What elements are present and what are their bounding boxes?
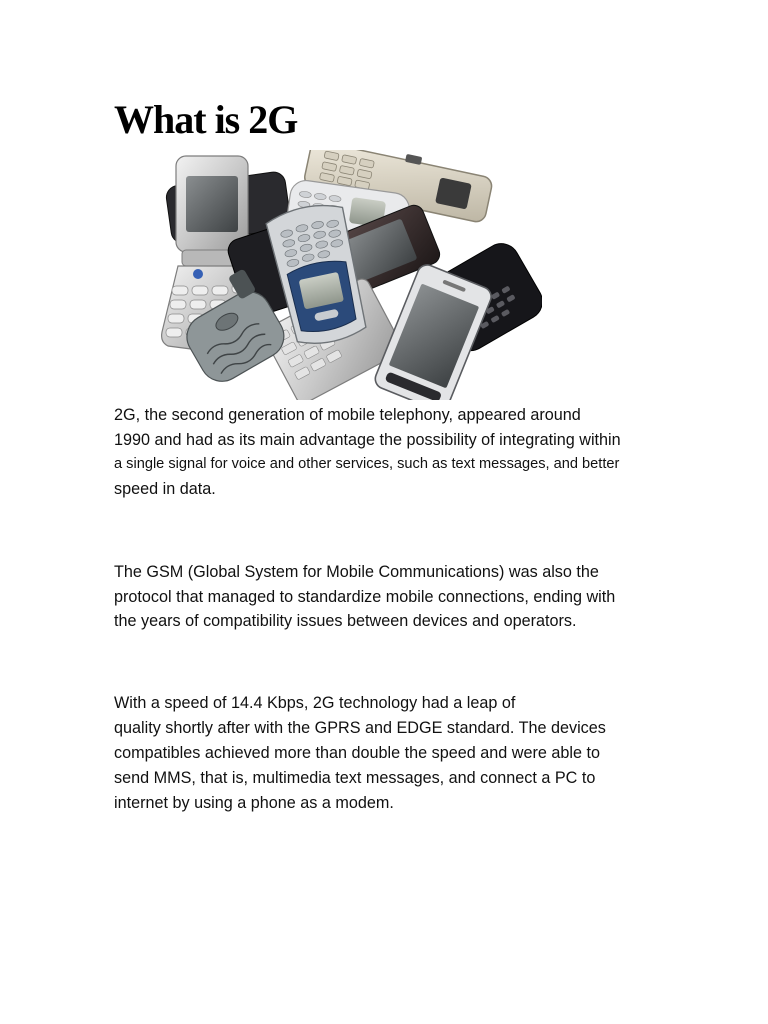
paragraph-line: The GSM (Global System for Mobile Communications) was also the (114, 563, 599, 581)
paragraph-line: compatibles achieved more than double the speed and were able to (114, 744, 600, 762)
paragraph-line: the years of compatibility issues between devices and operators. (114, 612, 577, 631)
paragraph-line: 2G, the second generation of mobile telephony, appeared around (114, 406, 581, 424)
paragraph-gsm (114, 560, 654, 634)
paragraph-line: send MMS, that is, multimedia text messages, and connect a PC to (114, 769, 596, 787)
paragraph-line: quality shortly after with the GPRS and EDGE standard. The devices (114, 719, 606, 737)
page-title: What is 2G (114, 97, 298, 142)
paragraph-line: With a speed of 14.4 Kbps, 2G technology had a leap of (114, 694, 516, 712)
paragraph-speed (114, 691, 654, 816)
paragraph-line: 1990 and had as its main advantage the possibility of integrating within (114, 430, 621, 449)
paragraph-line: a single signal for voice and other services, such as text messages, and better (114, 456, 620, 472)
old-mobile-phones-photo (138, 150, 542, 400)
paragraph-line: internet by using a phone as a modem. (114, 794, 394, 812)
paragraph-line: speed in data. (114, 479, 216, 498)
paragraph-line: protocol that managed to standardize mobile connections, ending with (114, 587, 616, 606)
paragraph-2g-intro (114, 403, 654, 501)
